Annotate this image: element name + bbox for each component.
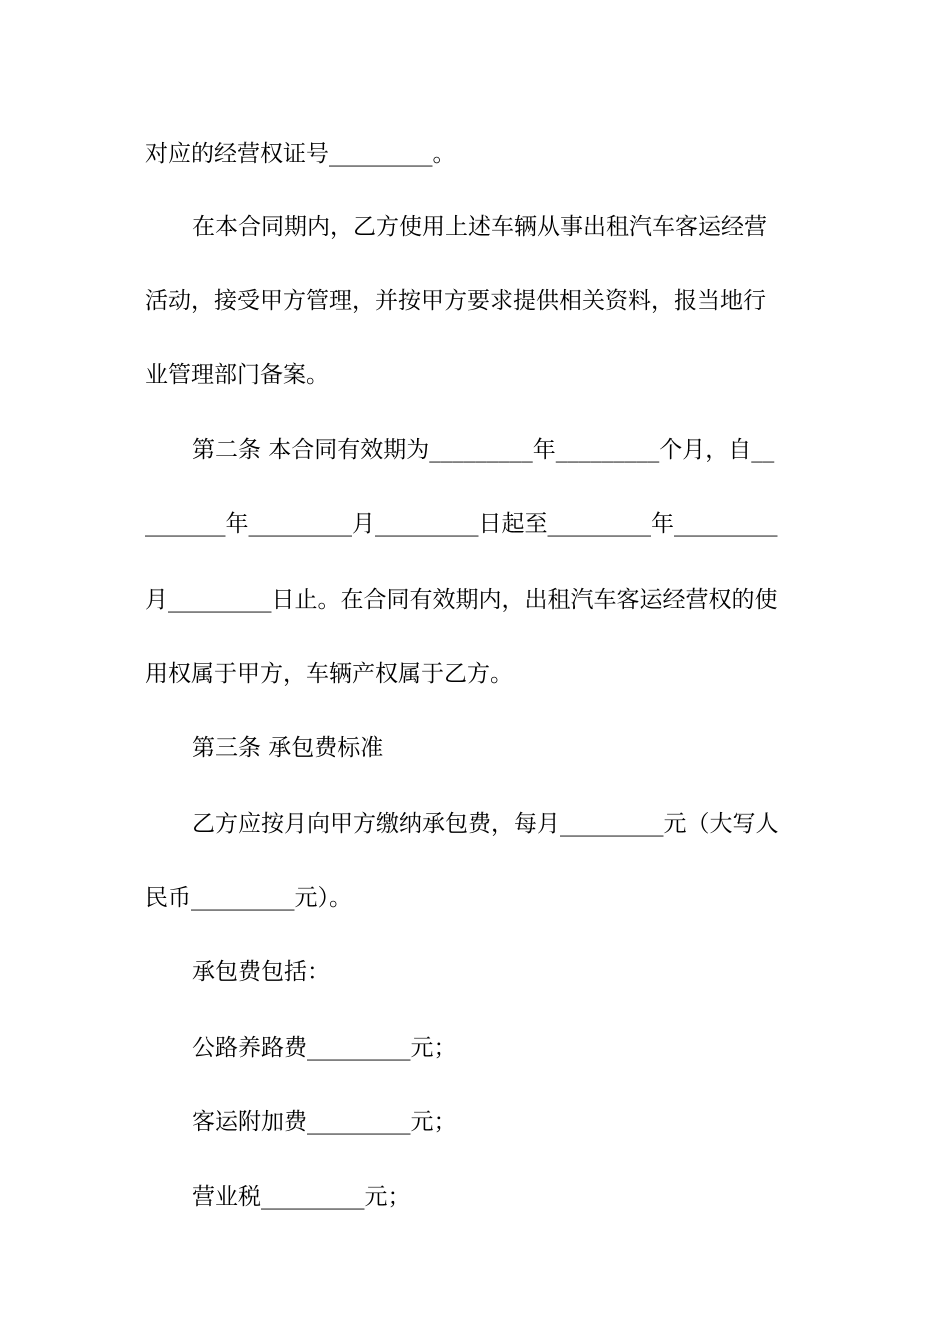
paragraph-line: 承包费包括： <box>192 959 330 985</box>
fee-item: 公路养路费_________元； <box>192 1035 457 1061</box>
text-line: 月_________日止。在合同有效期内，出租汽车客运经营权的使 <box>145 587 778 613</box>
text-line: 民币_________元）。 <box>145 885 352 911</box>
fee-item: 客运附加费_________元； <box>192 1109 457 1135</box>
text-line: 业管理部门备案。 <box>145 362 329 388</box>
text-line: 用权属于甲方，车辆产权属于乙方。 <box>145 661 513 687</box>
fee-item: 营业税_________元； <box>192 1184 411 1210</box>
text-line: 对应的经营权证号_________。 <box>145 141 456 167</box>
paragraph-line: 乙方应按月向甲方缴纳承包费，每月_________元（大写人 <box>192 811 779 837</box>
paragraph-line: 在本合同期内，乙方使用上述车辆从事出租汽车客运经营 <box>192 214 767 240</box>
article-3-heading: 第三条 承包费标准 <box>192 735 384 761</box>
text-line: 活动，接受甲方管理，并按甲方要求提供相关资料，报当地行 <box>145 288 766 314</box>
article-2-heading: 第二条 本合同有效期为_________年_________个月，自__ <box>192 437 775 463</box>
text-line: _______年_________月_________日起至_________年_________ <box>145 511 778 537</box>
